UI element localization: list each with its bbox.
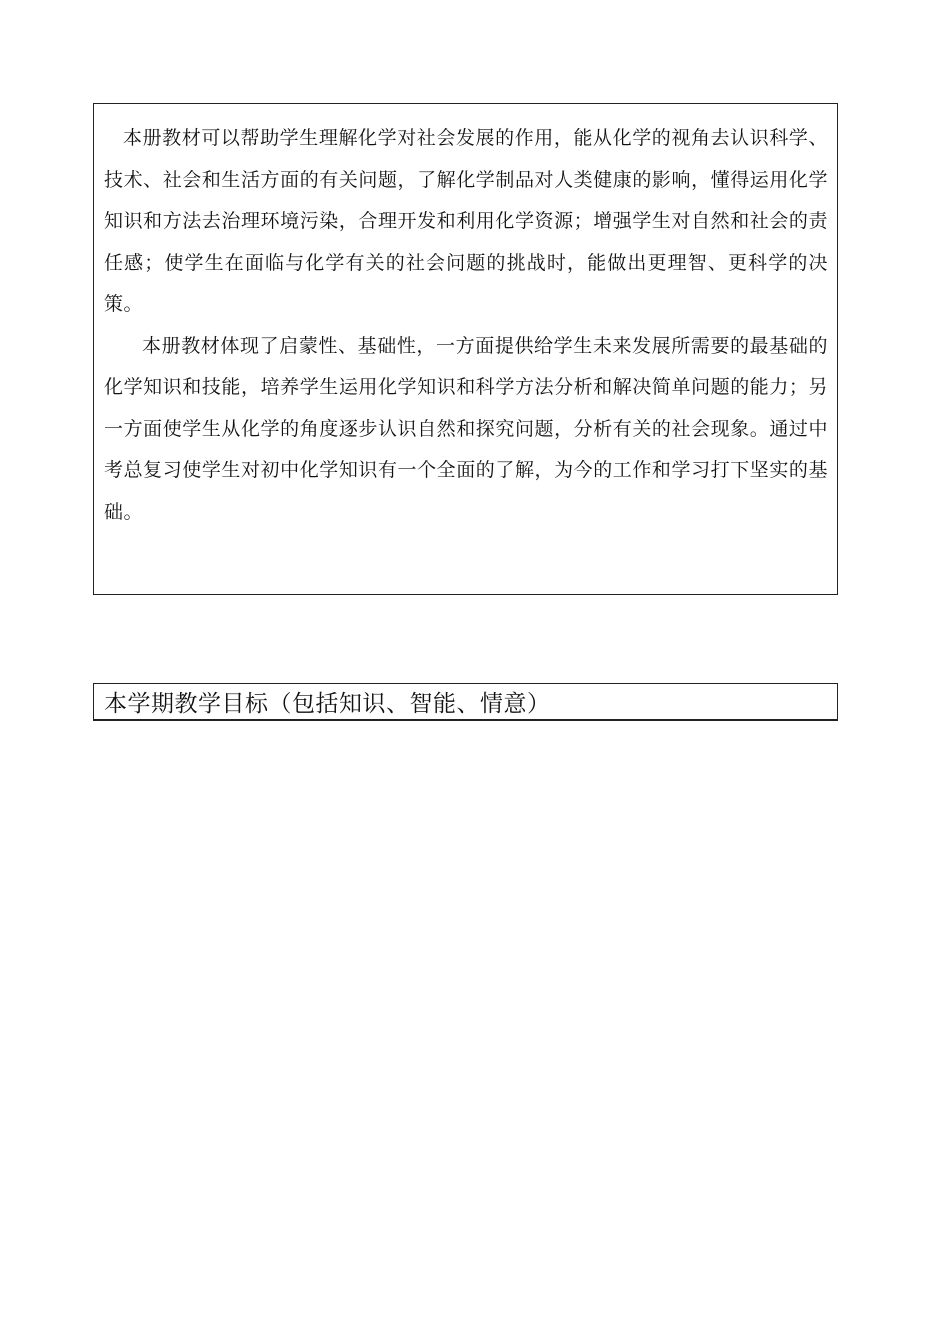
textbook-paragraph-1: 本册教材可以帮助学生理解化学对社会发展的作用，能从化学的视角去认识科学、技术、社会和生活方面的有关问题，了解化学制品对人类健康的影响，懂得运用化学知识和方法去治理环境污染，合理开发和利用化学资源；增强学生对自然和社会的责任感；使学生在面临与化学有关的社会问题的挑战时，能做出更理智、更科学的决策。 [104,127,828,315]
textbook-analysis-box [93,103,838,595]
teaching-goals-box [93,683,838,721]
teaching-goals-heading: 本学期教学目标（包括知识、智能、情意） [104,691,551,717]
textbook-paragraph-2: 本册教材体现了启蒙性、基础性，一方面提供给学生未来发展所需要的最基础的化学知识和技能，培养学生运用化学知识和科学方法分析和解决简单问题的能力；另一方面使学生从化学的角度逐步认识自然和探究问题，分析有关的社会现象。通过中考总复习使学生对初中化学知识有一个全面的了解，为今的工作和学习打下坚实的基础。 [104,334,828,523]
